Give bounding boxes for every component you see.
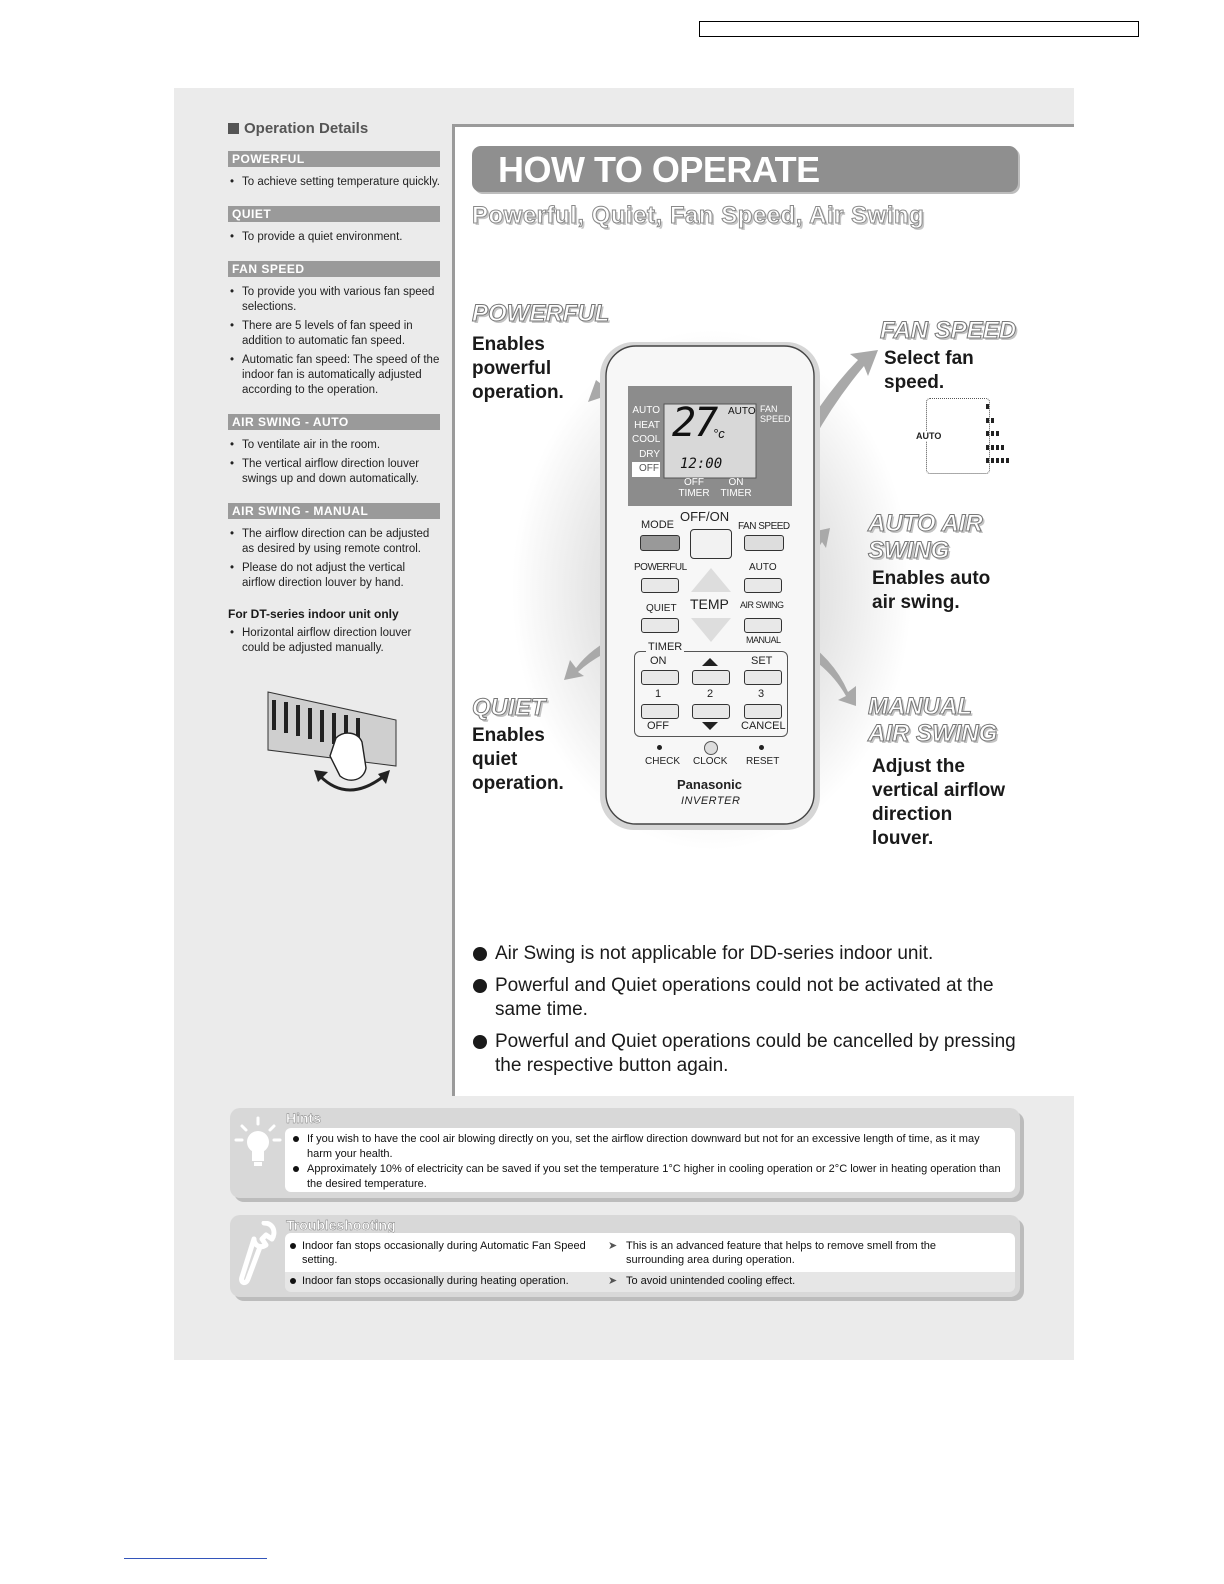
list-item: • To achieve setting temperature quickly.	[228, 175, 440, 190]
section-list-air-swing-auto	[228, 438, 440, 487]
manual-button-label: MANUAL	[746, 635, 781, 645]
arrow-right-icon: ➤	[608, 1275, 618, 1287]
reset-label: RESET	[746, 756, 780, 767]
air-swing-manual-button[interactable]	[744, 618, 782, 633]
note-item: Powerful and Quiet operations could be cancelled by pressing the respective button again.	[472, 1030, 1032, 1078]
check-label: CHECK	[645, 756, 681, 767]
fan-speed-title: FAN SPEED	[880, 317, 1017, 344]
troubleshooting-title: Troubleshooting	[286, 1217, 396, 1233]
check-button[interactable]	[657, 745, 662, 750]
louver-hand-illustration	[266, 680, 400, 804]
auto-button-label: AUTO	[749, 562, 777, 573]
issue-text: Indoor fan stops occasionally during heating operation.	[302, 1275, 569, 1287]
list-item: • There are 5 levels of fan speed in addition to automatic fan speed.	[228, 319, 440, 349]
list-item: • The vertical airflow direction louver swings up and down automatically.	[228, 457, 440, 487]
reason-text: This is an advanced feature that helps to remove smell from the surrounding area during operation.	[626, 1240, 936, 1266]
mode-label: MODE	[641, 519, 674, 531]
reason-text: To avoid unintended cooling effect.	[626, 1275, 796, 1287]
quiet-button-label: QUIET	[646, 603, 677, 614]
timer-set-label: SET	[751, 655, 773, 667]
air-swing-auto-button[interactable]	[744, 578, 782, 593]
remote-fan-label: FAN SPEED	[760, 404, 791, 424]
quiet-description: Enables quiet operation.	[472, 725, 564, 794]
quiet-button[interactable]	[641, 618, 679, 633]
manual-air-swing-description: Adjust the vertical airflow direction louver.	[872, 756, 1006, 849]
powerful-button-label: POWERFUL	[634, 562, 687, 573]
issue-text: Indoor fan stops occasionally during Automatic Fan Speed setting.	[302, 1240, 586, 1266]
auto-air-swing-title: AUTO AIR SWING	[868, 510, 983, 564]
remote-mode-list: AUTO HEAT COOL DRY OFF	[632, 404, 660, 477]
table-row	[285, 1239, 1015, 1269]
brand-logo: Panasonic	[677, 777, 743, 792]
fan-speed-button[interactable]	[744, 535, 784, 551]
quiet-title: QUIET	[472, 694, 546, 721]
remote-clock-readout: 12:00	[680, 456, 723, 472]
offon-label: OFF/ON	[680, 509, 730, 524]
hint-item: If you wish to have the cool air blowing directly on you, set the airflow direction downward but not for an excessive length of time, as it may harm your health.	[287, 1132, 1005, 1162]
temp-down-button[interactable]	[691, 618, 731, 642]
timer-num-2: 2	[707, 688, 714, 700]
timer-on-label: ON	[650, 655, 667, 667]
timer-up-button[interactable]	[692, 670, 730, 685]
timer-on-button[interactable]	[641, 670, 679, 685]
page-subtitle: Powerful, Quiet, Fan Speed, Air Swing	[472, 202, 925, 229]
manual-air-swing-title: MANUAL AIR SWING	[868, 693, 998, 747]
troubleshooting-box	[230, 1215, 1020, 1297]
footer-line	[124, 1558, 267, 1559]
timer-off-label: OFF	[647, 720, 669, 732]
timer-down-button[interactable]	[692, 704, 730, 719]
list-item: • Automatic fan speed: The speed of the indoor fan is automatically adjusted according to the operation.	[228, 353, 440, 398]
troubleshooting-content	[285, 1233, 1015, 1291]
dt-series-list	[228, 626, 440, 656]
auto-air-swing-description: Enables auto air swing.	[872, 568, 991, 613]
inverter-label: INVERTER	[681, 795, 741, 807]
section-head-air-swing-auto: AIR SWING - AUTO	[228, 414, 440, 430]
fan-speed-button-label: FAN SPEED	[738, 521, 790, 532]
list-item: • To ventilate air in the room.	[228, 438, 440, 453]
section-list-quiet	[228, 230, 440, 245]
fan-speed-bars-icon	[984, 402, 1016, 468]
timer-num-1: 1	[655, 688, 662, 700]
notes-list	[472, 942, 1032, 1086]
remote-display-auto: AUTO	[728, 406, 756, 417]
hints-title: Hints	[286, 1110, 321, 1126]
banner-title: HOW TO OPERATE	[498, 149, 820, 190]
section-head-quiet: QUIET	[228, 206, 440, 222]
timer-cancel-button[interactable]	[744, 704, 782, 719]
reset-button[interactable]	[759, 745, 764, 750]
powerful-button[interactable]	[641, 578, 679, 593]
timer-num-3: 3	[758, 688, 765, 700]
remote-on-timer-label: ON TIMER	[720, 477, 752, 499]
air-swing-label: AIR SWING	[740, 600, 784, 610]
clock-label: CLOCK	[693, 756, 728, 767]
header-box	[699, 21, 1139, 37]
timer-up-icon	[702, 658, 718, 666]
remote-temp-readout: 27	[672, 400, 717, 446]
timer-cancel-label: CANCEL	[741, 720, 786, 732]
list-item: • Horizontal airflow direction louver could be adjusted manually.	[228, 626, 440, 656]
operation-details	[228, 120, 440, 809]
hints-content	[285, 1128, 1015, 1192]
note-item: Air Swing is not applicable for DD-series indoor unit.	[472, 942, 1032, 966]
temp-label: TEMP	[690, 596, 729, 612]
section-head-air-swing-manual: AIR SWING - MANUAL	[228, 503, 440, 519]
section-list-powerful	[228, 175, 440, 190]
fan-speed-description: Select fan speed.	[884, 348, 974, 393]
list-item: • The airflow direction can be adjusted as desired by using remote control.	[228, 527, 440, 557]
powerful-title: POWERFUL	[472, 300, 610, 327]
section-head-powerful: POWERFUL	[228, 151, 440, 167]
section-list-air-swing-manual	[228, 527, 440, 591]
timer-label: TIMER	[648, 641, 683, 653]
mode-button[interactable]	[640, 535, 680, 551]
list-item: • To provide you with various fan speed selections.	[228, 285, 440, 315]
remote-off-timer-label: OFF TIMER	[678, 477, 710, 499]
wrench-icon	[238, 1221, 278, 1287]
how-to-operate-banner	[472, 146, 1018, 192]
timer-off-button[interactable]	[641, 704, 679, 719]
operation-details-title: Operation Details	[228, 120, 440, 137]
offon-button[interactable]	[690, 529, 732, 559]
hints-box	[230, 1108, 1020, 1198]
fan-speed-auto-label: AUTO	[916, 431, 942, 441]
hint-item: Approximately 10% of electricity can be saved if you set the temperature 1°C higher in cooling operation or 2°C lower in heating operation than the desired temperature.	[287, 1162, 1005, 1192]
lightbulb-icon	[234, 1116, 282, 1172]
remote-temp-unit: °c	[713, 426, 725, 441]
section-head-fan-speed: FAN SPEED	[228, 261, 440, 277]
timer-down-icon	[702, 722, 718, 730]
section-list-fan-speed	[228, 285, 440, 398]
dt-series-heading: For DT-series indoor unit only	[228, 607, 399, 621]
list-item: • Please do not adjust the vertical airflow direction louver by hand.	[228, 561, 440, 591]
timer-set-button[interactable]	[744, 670, 782, 685]
list-item: • To provide a quiet environment.	[228, 230, 440, 245]
note-item: Powerful and Quiet operations could not be activated at the same time.	[472, 974, 1032, 1022]
table-row	[285, 1272, 1015, 1292]
temp-up-button[interactable]	[691, 568, 731, 592]
clock-button[interactable]	[704, 741, 718, 755]
powerful-description: Enables powerful operation.	[472, 334, 564, 403]
arrow-right-icon: ➤	[608, 1240, 618, 1252]
